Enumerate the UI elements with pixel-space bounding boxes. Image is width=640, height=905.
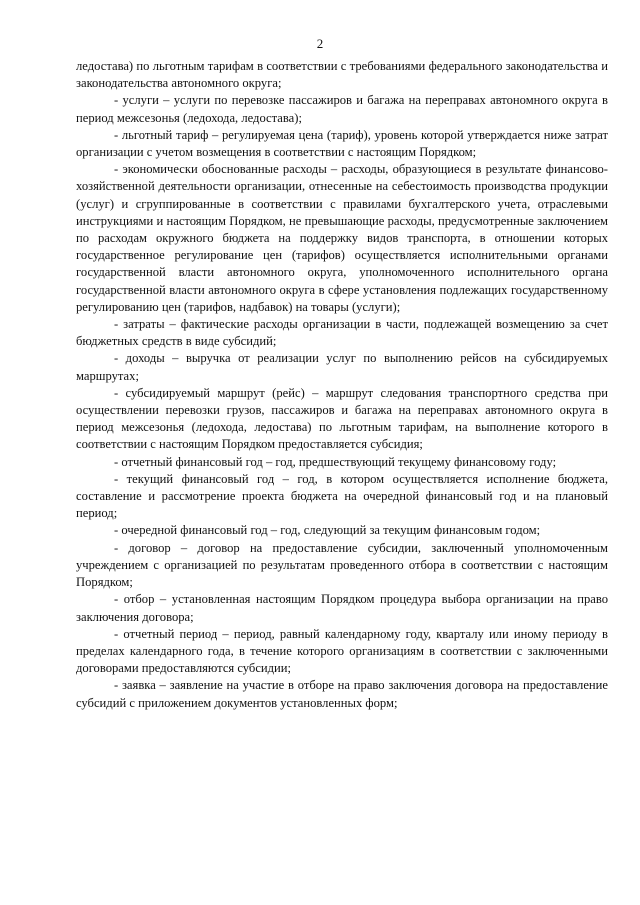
definition-current-financial-year: - текущий финансовый год – год, в котором осуществляется исполнение бюджета, составление и рассмотрение проекта бюджета на очередной финансовый год и на плановый период; — [76, 471, 608, 521]
definition-selection: - отбор – установленная настоящим Порядком процедура выбора организации на право заключения договора; — [76, 592, 608, 624]
definition-services: - услуги – услуги по перевозке пассажиров и багажа на переправах автономного округа в период межсезонья (ледохода, ледостава); — [76, 93, 608, 125]
definition-next-financial-year: - очередной финансовый год – год, следующий за текущим финансовым годом; — [114, 523, 541, 538]
page-number: 2 — [316, 36, 324, 51]
definition-preferential-tariff: - льготный тариф – регулируемая цена (тариф), уровень которой утверждается ниже затрат организации с учетом возмещения в соответствии с настоящим Порядком; — [76, 127, 608, 160]
definition-reporting-financial-year: - отчетный финансовый год – год, предшествующий текущему финансовому году; — [114, 454, 557, 469]
document-body — [76, 58, 608, 712]
definition-application: - заявка – заявление на участие в отборе на право заключения договора на предоставление субсидий с приложением документов установленных форм; — [76, 678, 608, 710]
definition-revenue: - доходы – выручка от реализации услуг по выполнению рейсов на субсидируемых маршрутах; — [76, 351, 608, 383]
definition-justified-expenses: - экономически обоснованные расходы – расходы, образующиеся в результате финансово-хозяйственной деятельности организации, отнесенные на себестоимость производства продукции (услуг) и сгруппированные в соответствии с правилами бухгалтерского учета, отраслевыми инструкциями и настоящим Порядком, не превышающие расходы, предусмотренные заключением по расходам окружного бюджета на поддержку видов транспорта, в отношении которых государственное регулирование цен (тарифов) осуществляется исполнительными органами государственной власти автономного округа, уполномоченного исполнительного органа государственной власти автономного округа в сфере установления подлежащих государственному регулированию цен (тарифов, надбавок) на товары (услуги); — [76, 162, 608, 314]
definition-subsidized-route: - субсидируемый маршрут (рейс) – маршрут следования транспортного средства при осуществлении перевозки грузов, пассажиров и багажа на переправах автономного округа в период межсезонья (ледохода, ледостава) по льготным тарифам, на выполнение которого в соответствии с настоящим Порядком предоставляется субсидия; — [76, 385, 608, 452]
definition-contract: - договор – договор на предоставление субсидии, заключенный уполномоченным учреждением с организацией по результатам проведенного отбора в соответствии с настоящим Порядком; — [76, 540, 608, 590]
definition-reporting-period: - отчетный период – период, равный календарному году, кварталу или иному периоду в пределах календарного года, в течение которого организациям в соответствии с заключенными договорами предоставляются субсидии; — [76, 626, 608, 676]
definition-costs: - затраты – фактические расходы организации в части, подлежащей возмещению за счет бюджетных средств в виде субсидий; — [76, 317, 608, 349]
paragraph-continuation: ледостава) по льготным тарифам в соответствии с требованиями федерального законодательства и законодательства автономного округа; — [76, 59, 608, 91]
